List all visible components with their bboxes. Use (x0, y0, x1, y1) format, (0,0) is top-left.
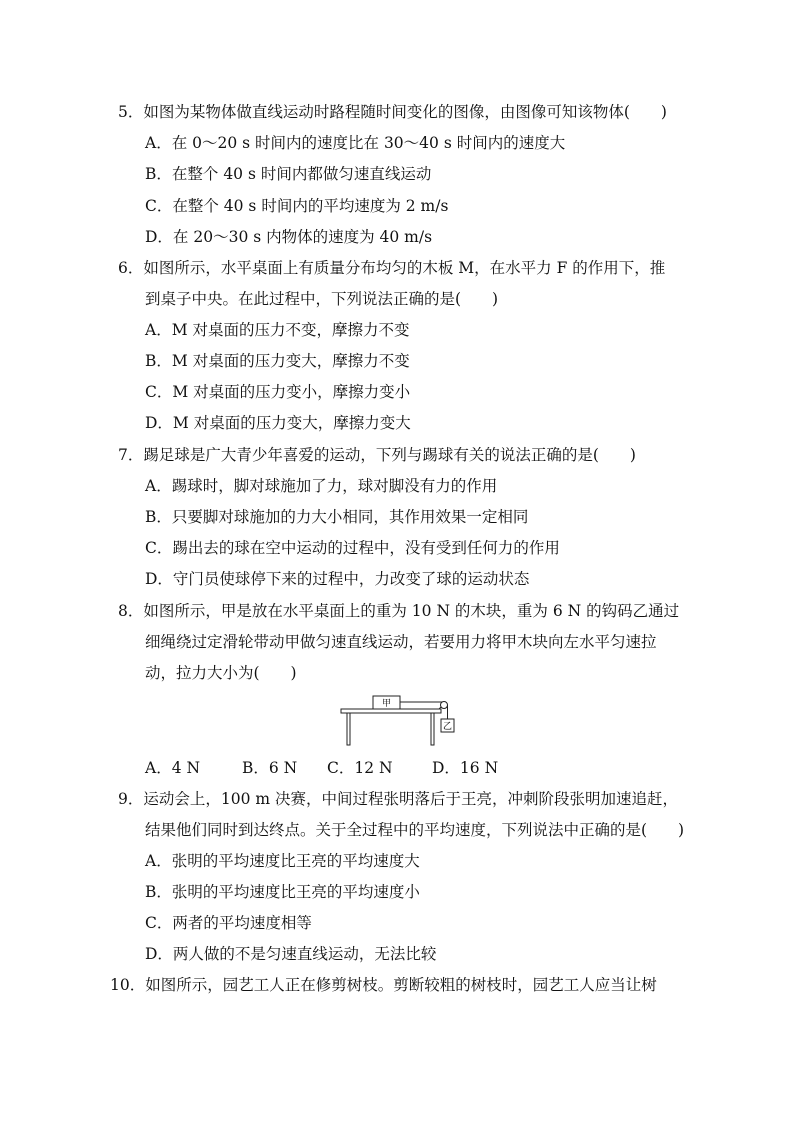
question-10-stem: 10．如图所示，园艺工人正在修剪树枝。剪断较粗的树枝时，园艺工人应当让树 (110, 976, 657, 994)
question-8-option-b: B．6 N (242, 759, 298, 777)
question-6-option-a: A．M 对桌面的压力不变，摩擦力不变 (145, 321, 410, 339)
question-6-option-c: C．M 对桌面的压力变小，摩擦力变小 (145, 383, 411, 401)
question-6-option-b: B．M 对桌面的压力变大，摩擦力不变 (145, 352, 410, 370)
question-9-option-b: B．张明的平均速度比王亮的平均速度小 (145, 883, 420, 901)
question-5-option-b: B．在整个 40 s 时间内都做匀速直线运动 (145, 165, 432, 183)
table-leg-right (431, 713, 434, 745)
question-8-stem-line-1: 8．如图所示，甲是放在水平桌面上的重为 10 N 的木块，重为 6 N 的钩码乙通过 (118, 602, 680, 620)
question-9-stem-line-1: 9．运动会上，100 m 决赛，中间过程张明落后于王亮，冲刺阶段张明加速追赶， (118, 790, 679, 808)
question-8-option-a: A．4 N (145, 759, 201, 777)
question-9-option-d: D．两人做的不是匀速直线运动，无法比较 (145, 945, 437, 963)
question-8-option-d: D．16 N (432, 759, 499, 777)
question-6-stem-line-1: 6．如图所示，水平桌面上有质量分布均匀的木板 M，在水平力 F 的作用下，推 (118, 259, 666, 277)
question-8-option-c: C．12 N (327, 759, 393, 777)
table-top (341, 709, 441, 713)
question-6-option-d: D．M 对桌面的压力变大，摩擦力变大 (145, 414, 411, 432)
question-5-option-c: C．在整个 40 s 时间内的平均速度为 2 m/s (145, 197, 449, 215)
question-9-stem-line-2: 结果他们同时到达终点。关于全过程中的平均速度，下列说法中正确的是( ) (145, 821, 685, 839)
question-7-option-b: B．只要脚对球施加的力大小相同，其作用效果一定相同 (145, 508, 529, 526)
question-5-option-a: A．在 0～20 s 时间内的速度比在 30～40 s 时间内的速度大 (145, 134, 566, 152)
question-5-stem: 5．如图为某物体做直线运动时路程随时间变化的图像，由图像可知该物体( ) (118, 103, 667, 121)
table-leg-left (347, 713, 350, 745)
question-8-stem-line-3: 动，拉力大小为( ) (145, 664, 297, 682)
question-7-option-c: C．踢出去的球在空中运动的过程中，没有受到任何力的作用 (145, 539, 560, 557)
question-5-option-d: D．在 20～30 s 内物体的速度为 40 m/s (145, 228, 433, 246)
question-9-option-a: A．张明的平均速度比王亮的平均速度大 (145, 852, 420, 870)
block-jia-label: 甲 (381, 699, 392, 709)
pulley-icon (441, 702, 448, 709)
question-6-stem-line-2: 到桌子中央。在此过程中，下列说法正确的是( ) (145, 290, 499, 308)
weight-yi-label: 乙 (442, 722, 453, 732)
question-9-option-c: C．两者的平均速度相等 (145, 914, 312, 932)
question-7-option-d: D．守门员使球停下来的过程中，力改变了球的运动状态 (145, 570, 530, 588)
pulley-table-figure (338, 690, 468, 752)
question-7-stem: 7．踢足球是广大青少年喜爱的运动，下列与踢球有关的说法正确的是( ) (118, 446, 636, 464)
question-7-option-a: A．踢球时，脚对球施加了力，球对脚没有力的作用 (145, 477, 498, 495)
question-8-stem-line-2: 细绳绕过定滑轮带动甲做匀速直线运动，若要用力将甲木块向左水平匀速拉 (145, 633, 657, 651)
